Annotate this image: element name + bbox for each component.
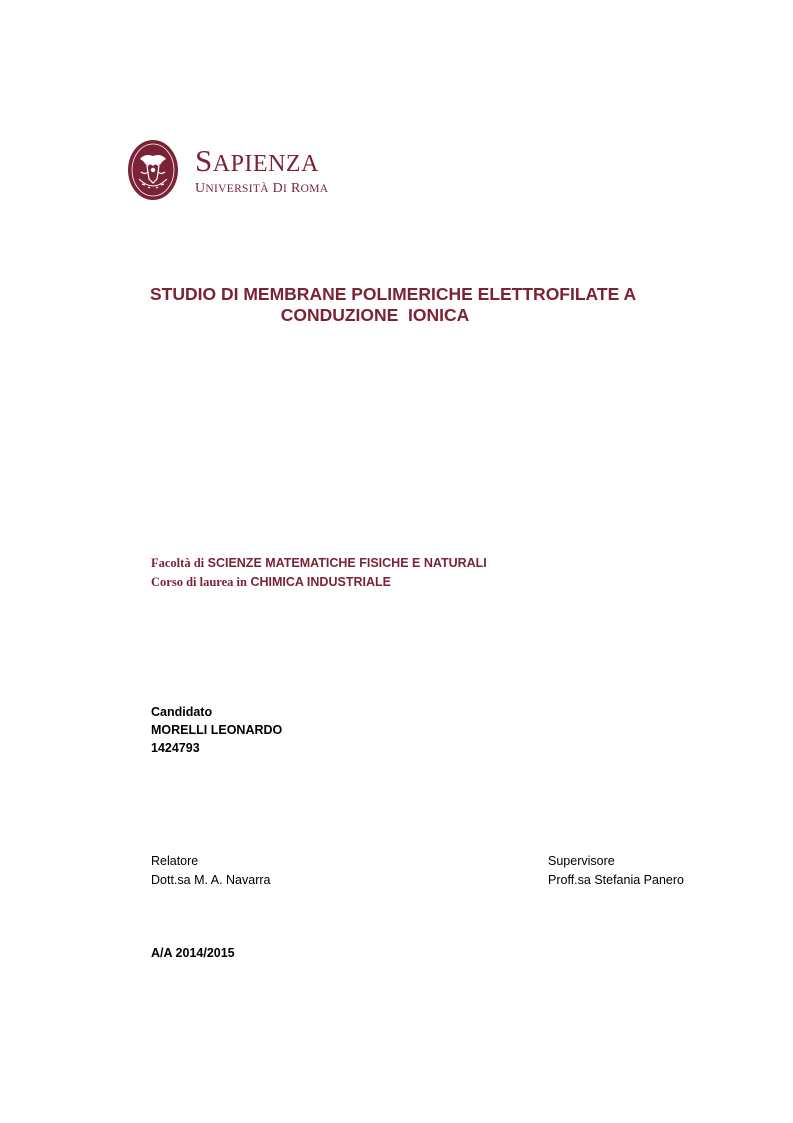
course-prefix: Corso di laurea in — [151, 575, 247, 589]
thesis-title — [150, 284, 637, 326]
supervisore-name: Proff.sa Stefania Panero — [548, 873, 684, 887]
logo-wordmark — [195, 145, 328, 197]
logo-subtitle: UNIVERSITÀ DI ROMA — [195, 181, 329, 196]
relatore-label: Relatore — [151, 854, 199, 868]
title-line-2: CONDUZIONE IONICA — [280, 305, 470, 325]
relatore-block — [151, 852, 270, 890]
university-logo — [127, 139, 328, 201]
course-name: CHIMICA INDUSTRIALE — [250, 575, 391, 589]
candidate-label: Candidato — [151, 705, 213, 719]
sapienza-seal-icon — [127, 139, 179, 201]
relatore-name: Dott.sa M. A. Navarra — [151, 873, 271, 887]
candidate-name: MORELLI LEONARDO — [151, 723, 283, 737]
academic-year: A/A 2014/2015 — [151, 946, 235, 960]
supervisore-label: Supervisore — [548, 854, 615, 868]
faculty-line — [151, 554, 487, 573]
title-line-1: STUDIO DI MEMBRANE POLIMERICHE ELETTROFILATE A — [150, 284, 637, 304]
logo-name: SAPIENZA — [195, 143, 319, 178]
faculty-name: SCIENZE MATEMATICHE FISICHE E NATURALI — [207, 556, 487, 570]
faculty-block — [151, 554, 487, 592]
supervisore-block — [548, 852, 684, 890]
faculty-prefix: Facoltà di — [151, 556, 205, 570]
course-line — [151, 573, 487, 592]
candidate-id: 1424793 — [151, 741, 200, 755]
candidate-block — [151, 703, 282, 757]
